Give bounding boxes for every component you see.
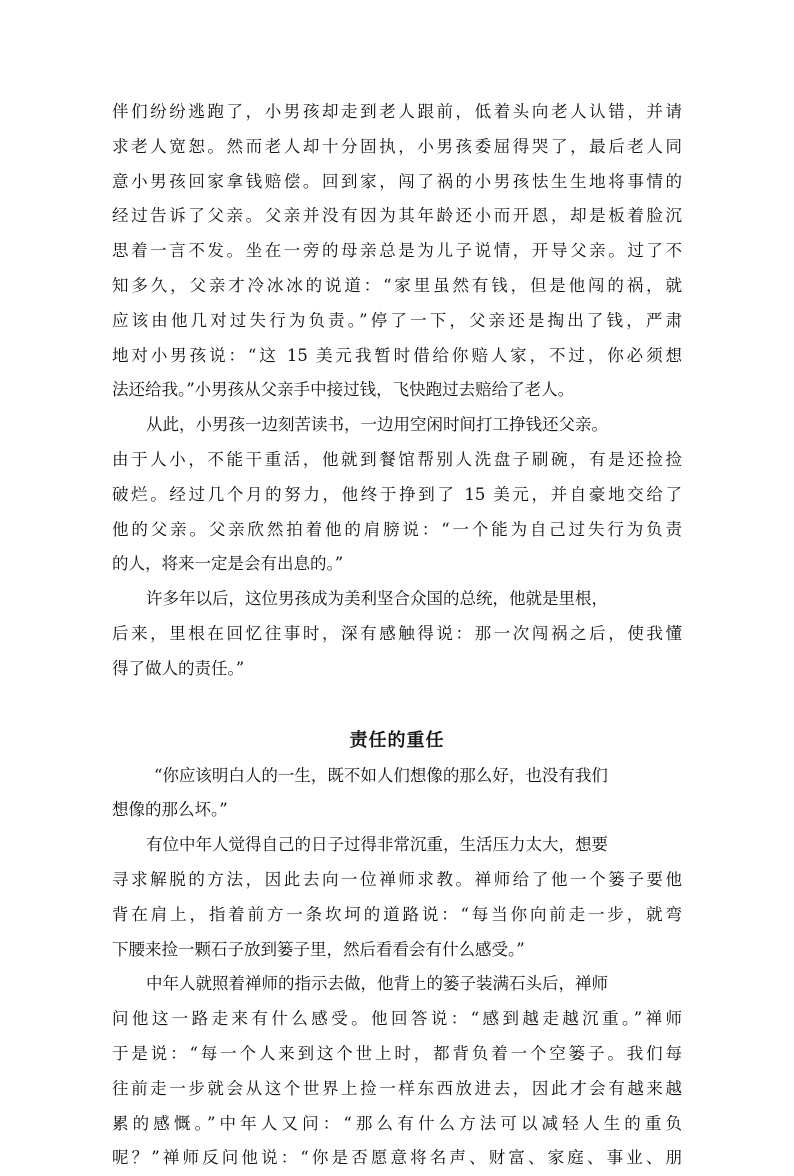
section-gap — [112, 687, 682, 721]
text-line: 的人，将来一定是会有出息的。” — [112, 554, 344, 574]
text-line: 得了做人的责任。” — [112, 658, 245, 678]
text-line: 应该由他几对过失行为负责。”停了一下，父亲还是掏出了钱，严肃 — [112, 310, 682, 330]
text-line: 他的父亲。父亲欣然拍着他的肩膀说：“一个能为自己过失行为负责 — [112, 519, 682, 539]
paragraph-story-part-3 — [112, 582, 682, 686]
paragraph-story-part-1 — [112, 95, 682, 408]
text-line: 累的感慨。”中年人又问：“那么有什么方法可以减轻人生的重负 — [112, 1113, 682, 1133]
paragraph-zen-master-dialogue — [112, 967, 682, 1176]
text-line: 寻求解脱的方法，因此去向一位禅师求教。禅师给了他一个篓子要他 — [112, 869, 682, 889]
text-line: 地对小男孩说：“这 15 美元我暂时借给你赔人家，不过，你必须想 — [112, 345, 682, 365]
text-line: 有位中年人觉得自己的日子过得非常沉重，生活压力太大，想要 — [146, 835, 608, 855]
text-line: 往前走一步就会从这个世界上捡一样东西放进去，因此才会有越来越 — [112, 1078, 682, 1098]
text-line: 呢？”禅师反问他说：“你是否愿意将名声、财富、家庭、事业、朋 — [112, 1148, 682, 1168]
text-line: 经过告诉了父亲。父亲并没有因为其年龄还小而开恩，却是板着脸沉 — [112, 206, 682, 226]
text-line: 求老人宽恕。然而老人却十分固执，小男孩委屈得哭了，最后老人同 — [112, 136, 682, 156]
document-page — [112, 95, 682, 1176]
paragraph-story-part-2 — [112, 408, 682, 582]
text-line: 思着一言不发。坐在一旁的母亲总是为儿子说情，开导父亲。过了不 — [112, 241, 682, 261]
text-line: 许多年以后，这位男孩成为美利坚合众国的总统，他就是里根， — [146, 589, 608, 609]
text-line: 意小男孩回家拿钱赔偿。回到家，闯了祸的小男孩怯生生地将事情的 — [112, 171, 682, 191]
text-line: 伴们纷纷逃跑了，小男孩却走到老人跟前，低着头向老人认错，并请 — [112, 102, 682, 121]
text-line: 想像的那么坏。” — [112, 800, 228, 820]
paragraph-middle-aged-man — [112, 828, 682, 967]
section-heading: 责任的重任 — [349, 729, 445, 751]
text-line: 于是说：“每一个人来到这个世上时，都背负着一个空篓子。我们每 — [112, 1043, 682, 1063]
text-line: “你应该明白人的一生，既不如人们想像的那么好，也没有我们 — [154, 765, 608, 785]
text-line: 从此，小男孩一边刻苦读书，一边用空闲时间打工挣钱还父亲。 — [146, 415, 608, 435]
text-line: 问他这一路走来有什么感受。他回答说：“感到越走越沉重。”禅师 — [112, 1009, 682, 1029]
text-line: 破烂。经过几个月的努力，他终于挣到了 15 美元，并自豪地交给了 — [112, 484, 682, 504]
text-line: 背在肩上，指着前方一条坎坷的道路说：“每当你向前走一步，就弯 — [112, 904, 682, 924]
quote-paragraph — [112, 759, 682, 829]
text-line: 由于人小，不能干重活，他就到餐馆帮别人洗盘子刷碗，有是还捡捡 — [112, 449, 682, 469]
text-line: 知多久，父亲才冷冰冰的说道：“家里虽然有钱，但是他闯的祸，就 — [112, 275, 682, 295]
text-line: 后来，里根在回忆往事时，深有感触得说：那一次闯祸之后，使我懂 — [112, 623, 682, 643]
text-line: 法还给我。”小男孩从父亲手中接过钱，飞快跑过去赔给了老人。 — [112, 380, 575, 400]
text-line: 中年人就照着禅师的指示去做，他背上的篓子装满石头后，禅师 — [146, 974, 608, 994]
text-line: 下腰来捡一颗石子放到篓子里，然后看看会有什么感受。” — [112, 939, 525, 959]
